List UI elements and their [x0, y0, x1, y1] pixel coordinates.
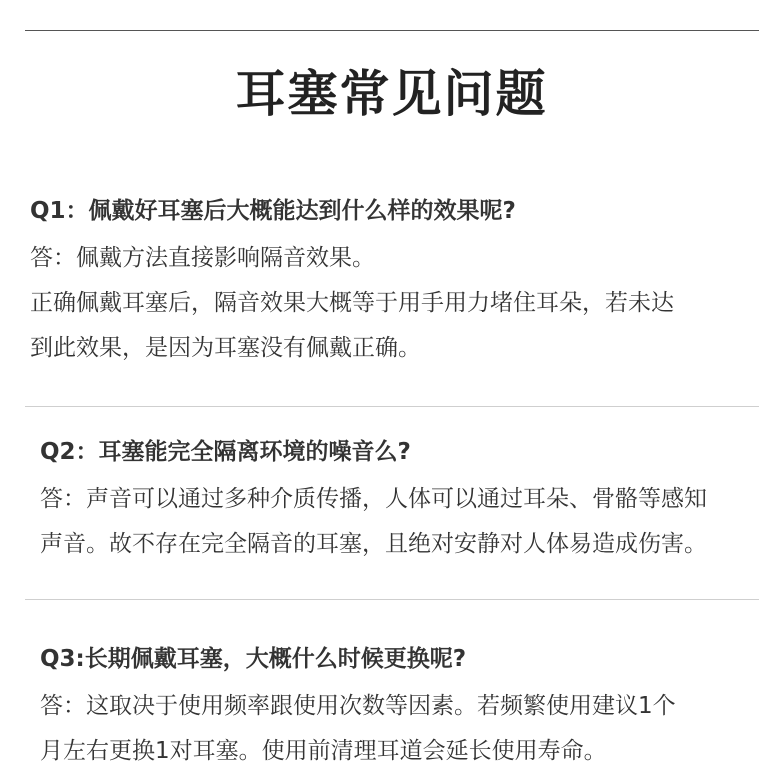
faq-answer-3-line-1: 答：这取决于使用频率跟使用次数等因素。若频繁使用建议1个 — [40, 693, 676, 719]
top-divider — [25, 30, 759, 31]
faq-answer-3-line-2: 月左右更换1对耳塞。使用前清理耳道会延长使用寿命。 — [40, 738, 607, 764]
faq-answer-2-line-2: 声音。故不存在完全隔音的耳塞，且绝对安静对人体易造成伤害。 — [40, 531, 707, 557]
faq-answer-1-line-1: 答：佩戴方法直接影响隔音效果。 — [30, 245, 375, 271]
section-divider-2 — [25, 599, 759, 600]
faq-question-2: Q2：耳塞能完全隔离环境的噪音么? — [40, 439, 411, 465]
faq-answer-1-line-2: 正确佩戴耳塞后，隔音效果大概等于用手用力堵住耳朵，若未达 — [30, 290, 674, 316]
faq-answer-2-line-1: 答：声音可以通过多种介质传播，人体可以通过耳朵、骨骼等感知 — [40, 486, 707, 512]
faq-answer-2 — [40, 477, 707, 567]
faq-answer-1-line-3: 到此效果，是因为耳塞没有佩戴正确。 — [30, 335, 421, 361]
page-title: 耳塞常见问题 — [235, 65, 548, 123]
faq-answer-3 — [40, 684, 676, 774]
section-divider-1 — [25, 406, 759, 407]
faq-question-3: Q3:长期佩戴耳塞，大概什么时候更换呢? — [40, 646, 467, 672]
faq-answer-1 — [30, 236, 674, 371]
faq-question-1: Q1：佩戴好耳塞后大概能达到什么样的效果呢? — [30, 198, 516, 224]
